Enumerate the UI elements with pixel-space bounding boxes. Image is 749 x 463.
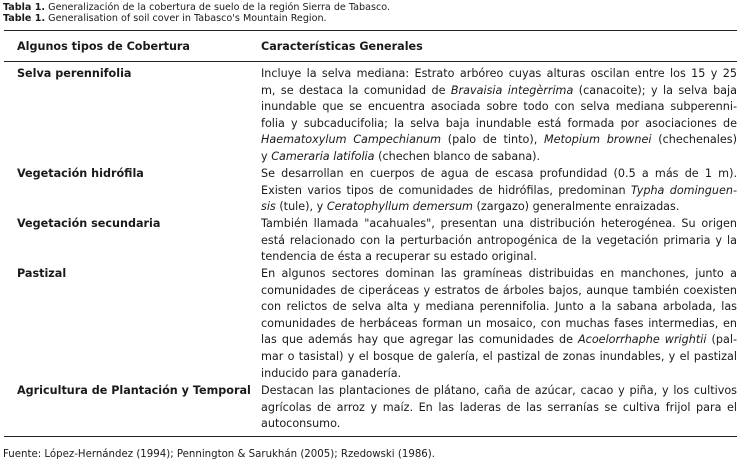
description-line [261,199,737,216]
table-bottom-rule [4,436,737,437]
description-text: agrícolas de arroz y maíz. En las laderas de las serranías se cultiva frijol para el [261,400,737,414]
description-text: (canacoite); y la selva baja [573,83,737,97]
description-line [261,116,737,133]
caption-english-text: Generalisation of soil cover in Tabasco's Mountain Region. [48,13,327,24]
description-text: con relictos de selva alta y mediana perennifolia. Junto a la sabana arbolada, las [261,300,737,314]
row-name-agricultura: Agricultura de Plantación y Temporal [17,384,251,397]
description-line [261,83,737,100]
row-desc-selva-perennifolia [261,66,737,166]
species-name: Metopium brownei [544,133,652,147]
row-name-vegetacion-secundaria: Vegetación secundaria [17,217,161,230]
species-name: Cameraria latifolia [271,149,375,163]
description-line [261,132,737,149]
row-name-pastizal: Pastizal [17,267,67,280]
description-text: comunidades de ciperáceas y estratos de árboles bajos, aunque también coexisten [261,283,737,297]
description-line [261,383,737,400]
description-line [261,66,737,83]
description-text: inundable que se encuentra asociada sobre todo con selva mediana subperenni- [261,100,737,114]
species-name: Ceratophyllum demersum [326,200,473,214]
description-line [261,316,737,333]
description-text: (chechen blanco de sabana). [374,149,541,163]
species-name: Acoelorrhaphe wrightii [578,333,707,347]
species-name: Haematoxylum Campechianum [261,133,442,147]
description-text: Incluye la selva mediana: Estrato arbóreo cuyas alturas oscilan entre los 15 y 25 [261,67,737,80]
species-name: sis [261,200,276,214]
row-desc-agricultura [261,383,737,433]
description-line [261,166,737,183]
description-line [261,183,737,200]
table-header-rule [4,61,737,62]
description-text: comunidades de herbáceas forman un mosaico, con muchas fases intermedias, en [261,316,737,330]
description-text: También llamada "acahuales", presentan una distribución heterogénea. Su origen [261,217,737,230]
column-header-cover-type: Algunos tipos de Cobertura [17,40,190,53]
row-desc-pastizal [261,266,737,382]
row-desc-vegetacion-secundaria [261,216,737,266]
description-text: (pal- [706,333,738,347]
species-name: Bravaisia integèrrima [450,83,574,97]
caption-english [3,13,327,24]
description-text: (tule), y [275,200,327,214]
description-text: (chechenales) [651,133,737,147]
description-text: folia y subcaducifolia; la selva baja inundable está formada por asociaciones de [261,116,737,130]
description-line [261,332,737,349]
description-text: Destacan las plantaciones de plátano, caña de azúcar, cacao y piña, y los cultivos [261,384,737,397]
description-text: (zargazo) generalmente enraizadas. [472,200,680,214]
description-text: Se desarrollan en cuerpos de agua de escasa profundidad (0.5 a más de 1 m). [261,167,737,180]
description-line [261,416,737,433]
description-text: En algunos sectores dominan las gramíneas distribuidas en manchones, junto a [261,267,737,280]
table-top-rule [4,30,737,31]
description-text: m, se destaca la comunidad de [261,83,451,97]
row-desc-vegetacion-hidrofila [261,166,737,216]
description-text: inducido para ganadería. [261,366,402,380]
description-text: y [261,149,272,163]
description-line [261,216,737,233]
description-line [261,266,737,283]
description-text: mar o tasistal) y el bosque de galería, el pastizal de zonas inundables, y el pastizal [261,349,737,363]
caption-spanish-text: Generalización de la cobertura de suelo de la región Sierra de Tabasco. [48,2,391,13]
description-line [261,149,737,166]
description-line [261,283,737,300]
description-text: (palo de tinto), [441,133,544,147]
description-line [261,99,737,116]
description-line [261,400,737,417]
description-line [261,349,737,366]
description-text: autoconsumo. [261,417,341,431]
description-line [261,366,737,383]
description-text: está relacionado con la perturbación antropogénica de la vegetación primaria y la [261,233,737,247]
source-footnote: Fuente: López-Hernández (1994); Pennington & Sarukhán (2005); Rzedowski (1986). [3,449,435,460]
description-line [261,249,737,266]
caption-spanish [3,2,390,13]
row-name-selva-perennifolia: Selva perennifolia [17,67,132,80]
column-header-characteristics: Características Generales [261,40,423,53]
description-text: las que además hay que agregar las comunidades de [261,333,579,347]
row-name-vegetacion-hidrofila: Vegetación hidrófila [17,167,144,180]
species-name: Typha dominguen- [630,183,737,197]
description-line [261,233,737,250]
description-text: Existen varios tipos de comunidades de hidrófilas, predominan [261,183,631,197]
caption-english-label: Table 1. [3,13,46,24]
caption-spanish-label: Tabla 1. [3,2,46,13]
description-text: tendencia de ésta a recuperar su estado original. [261,250,537,264]
description-line [261,299,737,316]
